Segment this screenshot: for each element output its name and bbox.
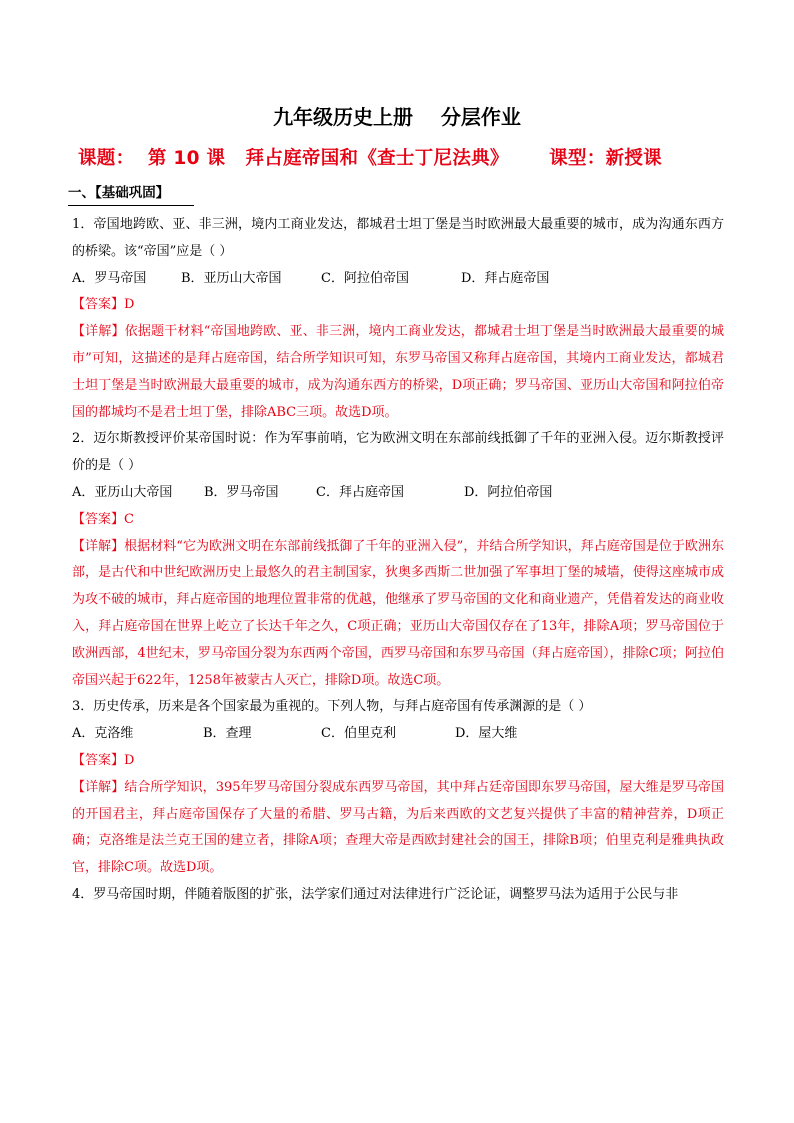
- option: B．罗马帝国: [204, 484, 279, 500]
- lesson-heading: 课题： 第 10 课 拜占庭帝国和《查士丁尼法典》 课型：新授课: [78, 148, 662, 169]
- explanation: 【详解】依据题干材料“帝国地跨欧、亚、非三洲，境内工商业发达，都城君士坦丁堡是当时欧洲最大最重要的城市”可知，这描述的是拜占庭帝国，结合所学知识可知，东罗马帝国又称拜占庭帝国，其境内工商业发达，都城君士坦丁堡是当时欧洲最大最重要的城市，成为沟通东西方的桥梁，D项正确；罗马帝国、亚历山大帝国和阿拉伯帝国的都城均不是君士坦丁堡，排除ABC三项。故选D项。: [72, 324, 724, 420]
- option: D．阿拉伯帝国: [464, 484, 553, 500]
- answer-line: 【答案】D: [72, 297, 135, 313]
- question-stem: 2．迈尔斯教授评价某帝国时说：作为军事前哨，它为欧洲文明在东部前线抵御了千年的亚洲入侵。迈尔斯教授评价的是（ ）: [72, 431, 724, 474]
- question-list: [72, 212, 724, 909]
- option: C．拜占庭帝国: [316, 484, 404, 500]
- question-stem: 4．罗马帝国时期，伴随着版图的扩张，法学家们通过对法律进行广泛论证，调整罗马法为适用于公民与非: [72, 886, 679, 902]
- explanation: 【详解】结合所学知识，395年罗马帝国分裂成东西罗马帝国，其中拜占廷帝国即东罗马帝国，屋大维是罗马帝国的开国君主，拜占庭帝国保存了大量的希腊、罗马古籍，为后来西欧的文艺复兴提供了丰富的精神营养，D项正确；克洛维是法兰克王国的建立者，排除A项；查理大帝是西欧封建社会的国王，排除B项；伯里克利是雅典执政官，排除C项。故选D项。: [72, 779, 724, 876]
- question-options: [72, 721, 724, 748]
- question-options: [72, 266, 724, 293]
- section-heading: 一、【基础巩固】: [68, 185, 170, 201]
- option: C．阿拉伯帝国: [321, 270, 409, 286]
- page-title: 九年级历史上册 分层作业: [273, 105, 521, 129]
- explanation: 【详解】根据材料“它为欧洲文明在东部前线抵御了千年的亚洲入侵”，并结合所学知识，拜占庭帝国是位于欧洲东部，是古代和中世纪欧洲历史上最悠久的君主制国家，狄奥多西斯二世加强了军事坦丁堡的城墙，使得这座城市成为攻不破的城市，拜占庭帝国的地理位置非常的优越，他继承了罗马帝国的文化和商业遗产，凭借着发达的商业收入，拜占庭帝国在世界上屹立了长达千年之久，C项正确；亚历山大帝国仅存在了13年，排除A项；罗马帝国位于欧洲西部，4世纪末，罗马帝国分裂为东西两个帝国，西罗马帝国和东罗马帝国（拜占庭帝国），排除C项；阿拉伯帝国兴起于622年，1258年被蒙古人灭亡，排除D项。故选C项。: [72, 538, 724, 688]
- option: A．罗马帝国: [72, 270, 147, 286]
- option: B．查理: [203, 726, 252, 742]
- question-stem: 1．帝国地跨欧、亚、非三洲，境内工商业发达，都城君士坦丁堡是当时欧洲最大最重要的城市，成为沟通东西方的桥梁。该“帝国”应是（ ）: [72, 217, 724, 259]
- answer-line: 【答案】D: [72, 752, 135, 768]
- option: C．伯里克利: [321, 726, 396, 742]
- option: B．亚历山大帝国: [181, 270, 282, 286]
- option: D．屋大维: [455, 726, 518, 742]
- section-underline: [68, 205, 194, 206]
- option: D．拜占庭帝国: [461, 270, 550, 286]
- question-options: [72, 480, 724, 507]
- answer-line: 【答案】C: [72, 511, 134, 527]
- option: A．亚历山大帝国: [72, 484, 173, 500]
- option: A．克洛维: [72, 726, 134, 742]
- question-stem: 3．历史传承，历来是各个国家最为重视的。下列人物，与拜占庭帝国有传承渊源的是（ ）: [72, 699, 592, 715]
